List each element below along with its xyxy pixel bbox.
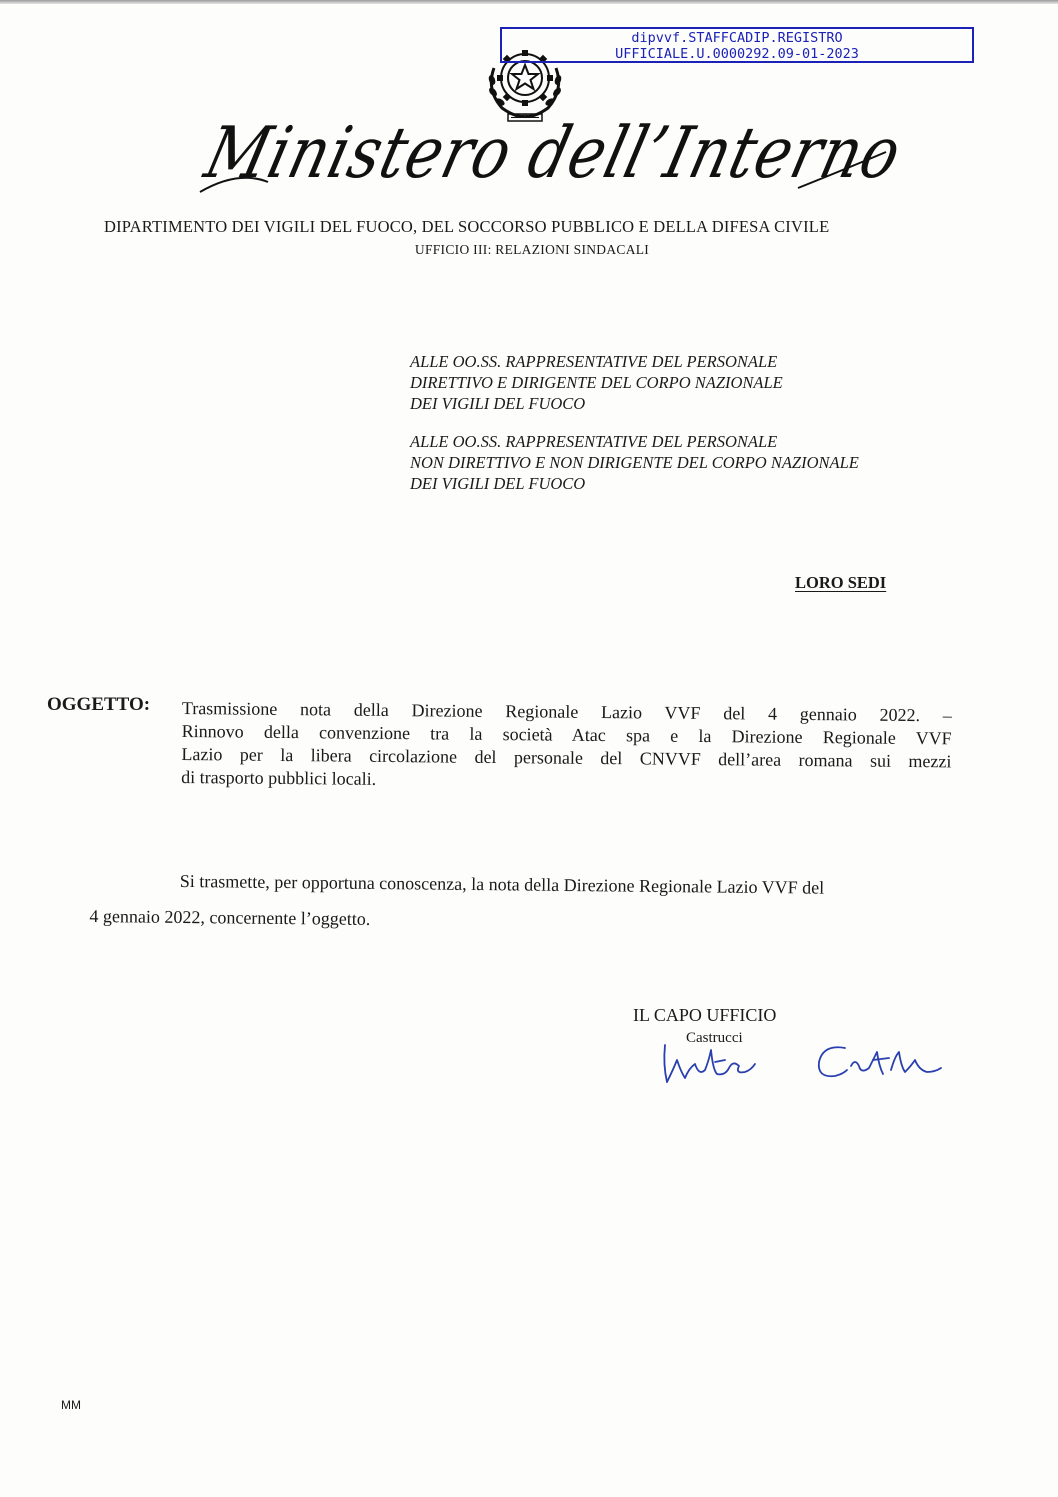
ministry-name: Ministero dell’Interno [197, 112, 910, 195]
recipient-line: NON DIRETTIVO E NON DIRIGENTE DEL CORPO NAZIONALE [410, 453, 859, 472]
subject-label: OGGETTO: [47, 694, 151, 715]
recipients [410, 351, 990, 511]
department-name: DIPARTIMENTO DEI VIGILI DEL FUOCO, DEL SOCCORSO PUBBLICO E DELLA DIFESA CIVILE [104, 217, 830, 236]
subject-line: Rinnovo della convenzione tra la società Atac spa e la Direzione Regionale VVF [181, 720, 952, 749]
recipient-block-2 [410, 431, 990, 494]
office-name: UFFICIO III: RELAZIONI SINDACALI [414, 242, 650, 257]
protocol-registry: dipvvf.STAFFCADIP.REGISTRO [631, 30, 843, 46]
body-line: 4 gennaio 2022, concernente l’oggetto. [89, 905, 371, 929]
ministry-heading [197, 110, 910, 200]
recipient-line: ALLE OO.SS. RAPPRESENTATIVE DEL PERSONALE [410, 432, 778, 451]
body-line: Si trasmette, per opportuna conoscenza, la nota della Direzione Regionale Lazio VVF del [179, 870, 825, 898]
subject-line: Trasmissione nota della Direzione Regionale Lazio VVF del 4 gennaio 2022. – [181, 697, 952, 726]
recipient-line: ALLE OO.SS. RAPPRESENTATIVE DEL PERSONALE [410, 352, 778, 371]
drafter-initials: MM [61, 1398, 81, 1412]
signer-name: Castrucci [686, 1030, 743, 1046]
protocol-stamp [500, 27, 974, 63]
recipient-line: DEI VIGILI DEL FUOCO [410, 474, 586, 493]
subject-line: di trasporto pubblici locali. [181, 766, 377, 789]
subject-line: Lazio per la libera circolazione del personale del CNVVF dell’area romana sui mezzi [181, 743, 952, 772]
subject-text [181, 697, 952, 796]
signer-title: IL CAPO UFFICIO [633, 1005, 777, 1025]
scan-top-edge [0, 0, 1058, 4]
protocol-number: UFFICIALE.U.0000292.09-01-2023 [615, 46, 859, 62]
recipient-block-1 [410, 351, 990, 414]
body-paragraph [89, 862, 960, 943]
recipient-line: DEI VIGILI DEL FUOCO [410, 394, 586, 413]
recipient-line: DIRETTIVO E DIRIGENTE DEL CORPO NAZIONALE [410, 373, 783, 392]
loro-sedi: LORO SEDI [795, 573, 887, 592]
